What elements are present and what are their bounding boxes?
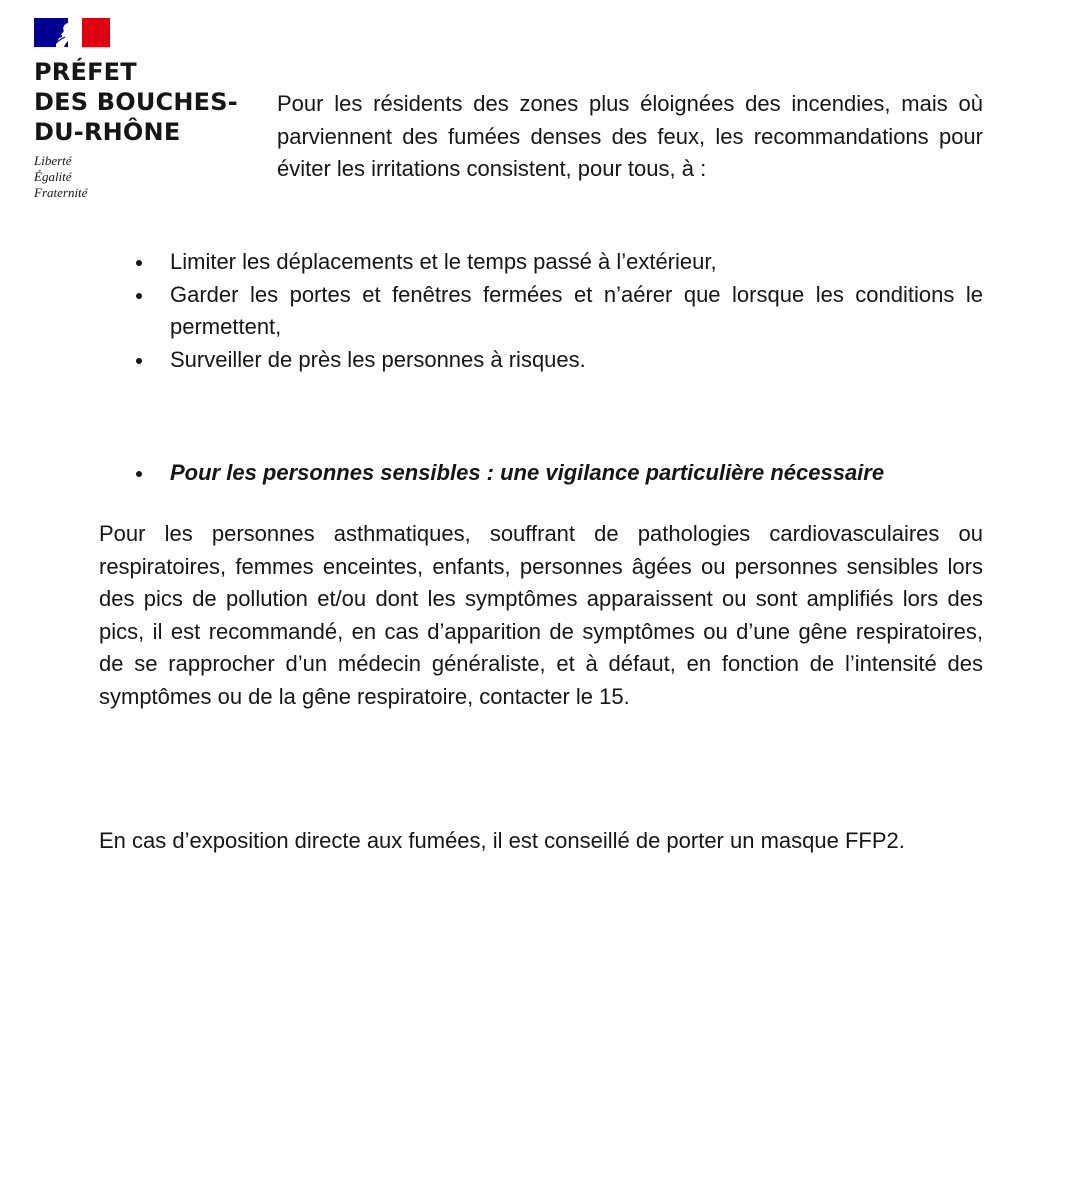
sensitive-persons-paragraph: Pour les personnes asthmatiques, souffrant de pathologies cardiovasculaires ou respiratoires, femmes enceintes, enfants, personnes âgées ou personnes sensibles lors des pics de pollution et/ou dont les symptômes apparaissent ou sont amplifiés lors des pics, il est recommandé, en cas d’apparition de symptômes ou d’une gêne respiratoires, de se rapprocher d’un médecin généraliste, et à défaut, en fonction de l’intensité des symptômes ou de la gêne respiratoire, contacter le 15. — [99, 521, 983, 709]
bullet-icon — [136, 293, 142, 299]
list-item — [170, 344, 983, 377]
sensitive-heading-text: Pour les personnes sensibles : une vigilance particulière nécessaire — [170, 460, 885, 485]
recommendations-list — [170, 246, 983, 376]
list-item — [170, 279, 983, 344]
marianne-flag-icon — [34, 18, 110, 47]
bullet-icon — [136, 358, 142, 364]
prefecture-title — [34, 57, 264, 147]
prefecture-logo — [34, 18, 264, 201]
list-item — [170, 246, 983, 279]
sensitive-persons-heading — [170, 457, 983, 490]
motto-line: Égalité — [34, 169, 72, 184]
republic-motto — [34, 153, 264, 201]
list-item-text: Limiter les déplacements et le temps passé à l’extérieur, — [170, 249, 717, 274]
intro-paragraph: Pour les résidents des zones plus éloignées des incendies, mais où parviennent des fumées denses des feux, les recommandations pour éviter les irritations consistent, pour tous, à : — [277, 91, 983, 181]
motto-line: Fraternité — [34, 185, 88, 200]
mask-advice-paragraph: En cas d’exposition directe aux fumées, il est conseillé de porter un masque FFP2. — [99, 828, 905, 853]
motto-line: Liberté — [34, 153, 72, 168]
prefecture-title-line: DES BOUCHES- — [34, 88, 238, 116]
prefecture-title-line: PRÉFET — [34, 58, 137, 86]
bullet-icon — [136, 260, 142, 266]
list-item-text: Garder les portes et fenêtres fermées et n’aérer que lorsque les conditions le permettent, — [170, 281, 983, 339]
list-item-text: Surveiller de près les personnes à risques. — [170, 346, 586, 372]
prefecture-title-line: DU-RHÔNE — [34, 118, 181, 146]
bullet-icon — [136, 471, 142, 477]
